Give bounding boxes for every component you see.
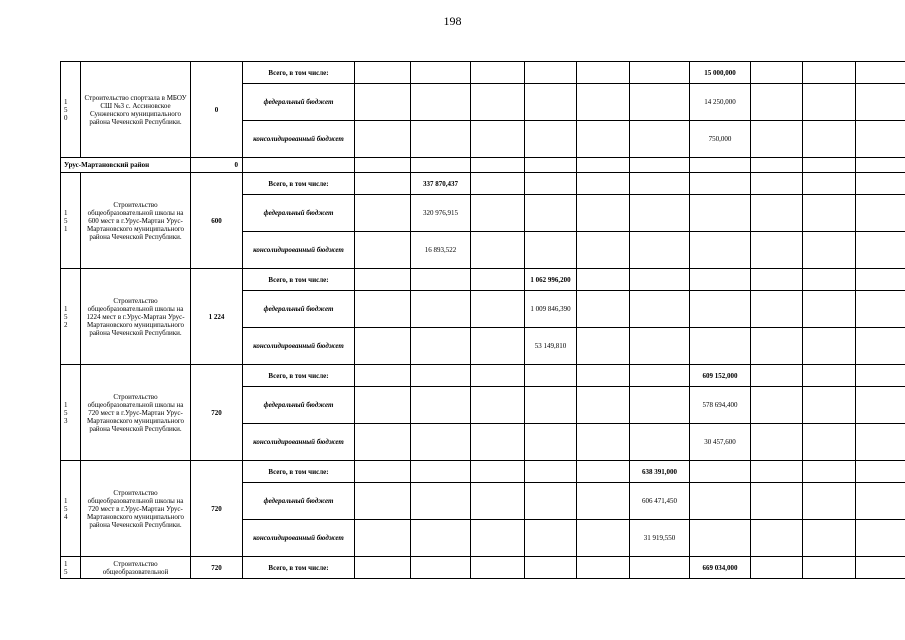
value-cell (471, 121, 525, 158)
total-row (61, 62, 905, 84)
value-cell (751, 269, 803, 291)
value-cell (856, 424, 905, 461)
item-capacity: 0 (191, 62, 243, 158)
funding-label: федеральный бюджет (243, 483, 355, 520)
value-cell (471, 232, 525, 269)
value-cell (525, 387, 577, 424)
value-cell (630, 424, 690, 461)
value-cell (577, 461, 630, 483)
funding-label: консолидированный бюджет (243, 121, 355, 158)
value-cell (577, 557, 630, 579)
value-cell (751, 84, 803, 121)
value-cell (751, 158, 803, 173)
value-cell (411, 424, 471, 461)
value-cell (577, 62, 630, 84)
value-cell (630, 158, 690, 173)
item-number: 1 5 1 (61, 173, 81, 269)
value-cell (630, 195, 690, 232)
funding-label: федеральный бюджет (243, 195, 355, 232)
value-cell (690, 269, 751, 291)
value-cell (751, 387, 803, 424)
item-name: Строительство спортзала в МБОУ СШ №3 с. Ассиновское Сунженского муниципального района Чеченской Республики. (81, 62, 191, 158)
value-cell (690, 195, 751, 232)
item-name: Строительство общеобразовательной школы на 720 мест в г.Урус-Мартан Урус-Мартановского муниципального района Чеченской Республики. (81, 365, 191, 461)
value-cell (411, 365, 471, 387)
value-cell (751, 424, 803, 461)
item-capacity: 1 224 (191, 269, 243, 365)
value-cell (751, 520, 803, 557)
value-cell (525, 461, 577, 483)
value-cell (471, 269, 525, 291)
value-cell: 669 034,000 (690, 557, 751, 579)
item-name: Строительство общеобразовательной (81, 557, 191, 579)
value-cell (690, 173, 751, 195)
value-cell (690, 483, 751, 520)
value-cell (690, 461, 751, 483)
value-cell (411, 291, 471, 328)
total-row (61, 557, 905, 579)
value-cell (690, 291, 751, 328)
value-cell (525, 195, 577, 232)
value-cell: 337 870,437 (411, 173, 471, 195)
value-cell (856, 62, 905, 84)
value-cell (577, 84, 630, 121)
value-cell (471, 424, 525, 461)
value-cell (577, 195, 630, 232)
item-name: Строительство общеобразовательной школы на 600 мест в г.Урус-Мартан Урус-Мартановского муниципального района Чеченской Республики. (81, 173, 191, 269)
value-cell (803, 328, 856, 365)
value-cell (856, 84, 905, 121)
value-cell (751, 232, 803, 269)
value-cell (751, 461, 803, 483)
value-cell (803, 84, 856, 121)
value-cell: 15 000,000 (690, 62, 751, 84)
value-cell (856, 365, 905, 387)
value-cell (856, 291, 905, 328)
value-cell (411, 62, 471, 84)
value-cell (690, 520, 751, 557)
funding-label: консолидированный бюджет (243, 520, 355, 557)
total-row (61, 269, 905, 291)
value-cell: 578 694,400 (690, 387, 751, 424)
value-cell (803, 365, 856, 387)
value-cell (856, 269, 905, 291)
value-cell (355, 121, 411, 158)
item-name: Строительство общеобразовательной школы на 720 мест в г.Урус-Мартан Урус-Мартановского муниципального района Чеченской Республики. (81, 461, 191, 557)
value-cell: 1 009 846,390 (525, 291, 577, 328)
value-cell: 609 152,000 (690, 365, 751, 387)
value-cell (630, 269, 690, 291)
value-cell (471, 461, 525, 483)
value-cell (411, 84, 471, 121)
value-cell (577, 365, 630, 387)
region-name: Урус-Мартановский район (61, 158, 191, 173)
value-cell (471, 62, 525, 84)
value-cell (471, 483, 525, 520)
value-cell (355, 520, 411, 557)
value-cell (525, 84, 577, 121)
value-cell (355, 328, 411, 365)
item-capacity: 600 (191, 173, 243, 269)
value-cell (525, 158, 577, 173)
item-number: 1 5 (61, 557, 81, 579)
value-cell (577, 158, 630, 173)
value-cell (525, 520, 577, 557)
funding-label: Всего, в том числе: (243, 173, 355, 195)
value-cell (690, 328, 751, 365)
value-cell: 14 250,000 (690, 84, 751, 121)
value-cell (803, 424, 856, 461)
value-cell: 16 893,522 (411, 232, 471, 269)
value-cell (577, 520, 630, 557)
value-cell: 320 976,915 (411, 195, 471, 232)
value-cell (577, 328, 630, 365)
value-cell (471, 291, 525, 328)
value-cell (577, 424, 630, 461)
value-cell (856, 121, 905, 158)
value-cell (355, 173, 411, 195)
value-cell (856, 173, 905, 195)
value-cell (751, 328, 803, 365)
value-cell (411, 557, 471, 579)
funding-label: Всего, в том числе: (243, 461, 355, 483)
value-cell (471, 84, 525, 121)
value-cell (630, 232, 690, 269)
item-number: 1 5 4 (61, 461, 81, 557)
value-cell (630, 557, 690, 579)
value-cell (355, 269, 411, 291)
value-cell (856, 520, 905, 557)
value-cell (751, 291, 803, 328)
funding-label: федеральный бюджет (243, 387, 355, 424)
value-cell: 30 457,600 (690, 424, 751, 461)
value-cell (630, 365, 690, 387)
value-cell (803, 557, 856, 579)
budget-table (60, 61, 905, 579)
value-cell (525, 121, 577, 158)
value-cell (471, 328, 525, 365)
region-row (61, 158, 905, 173)
value-cell (577, 121, 630, 158)
item-number: 1 5 0 (61, 62, 81, 158)
value-cell (355, 291, 411, 328)
value-cell (856, 328, 905, 365)
funding-label: федеральный бюджет (243, 84, 355, 121)
value-cell (471, 173, 525, 195)
region-capacity: 0 (191, 158, 243, 173)
value-cell (803, 173, 856, 195)
value-cell (803, 158, 856, 173)
value-cell (577, 291, 630, 328)
value-cell (355, 424, 411, 461)
value-cell (355, 158, 411, 173)
funding-label: Всего, в том числе: (243, 365, 355, 387)
value-cell (856, 232, 905, 269)
funding-label: консолидированный бюджет (243, 328, 355, 365)
funding-label (243, 158, 355, 173)
value-cell (856, 158, 905, 173)
value-cell (525, 173, 577, 195)
value-cell (803, 62, 856, 84)
value-cell: 606 471,450 (630, 483, 690, 520)
value-cell: 31 919,550 (630, 520, 690, 557)
value-cell: 53 149,810 (525, 328, 577, 365)
value-cell (751, 195, 803, 232)
value-cell (803, 461, 856, 483)
funding-label: федеральный бюджет (243, 291, 355, 328)
funding-label: Всего, в том числе: (243, 62, 355, 84)
value-cell (355, 557, 411, 579)
value-cell (690, 158, 751, 173)
value-cell (803, 121, 856, 158)
value-cell (690, 232, 751, 269)
item-number: 1 5 3 (61, 365, 81, 461)
value-cell (803, 483, 856, 520)
value-cell (411, 121, 471, 158)
value-cell (471, 195, 525, 232)
value-cell (856, 387, 905, 424)
value-cell (411, 461, 471, 483)
value-cell (751, 173, 803, 195)
value-cell (471, 387, 525, 424)
value-cell (751, 365, 803, 387)
value-cell (471, 557, 525, 579)
value-cell (630, 84, 690, 121)
total-row (61, 173, 905, 195)
value-cell (355, 365, 411, 387)
value-cell (525, 424, 577, 461)
value-cell (803, 269, 856, 291)
item-capacity: 720 (191, 365, 243, 461)
funding-label: Всего, в том числе: (243, 269, 355, 291)
page-number: 198 (443, 14, 462, 28)
value-cell (355, 483, 411, 520)
value-cell (751, 557, 803, 579)
value-cell (751, 62, 803, 84)
value-cell (630, 62, 690, 84)
value-cell (630, 387, 690, 424)
value-cell (411, 387, 471, 424)
value-cell (577, 173, 630, 195)
value-cell (803, 232, 856, 269)
value-cell (856, 461, 905, 483)
item-number: 1 5 2 (61, 269, 81, 365)
value-cell: 750,000 (690, 121, 751, 158)
value-cell (630, 291, 690, 328)
value-cell (355, 195, 411, 232)
value-cell (471, 520, 525, 557)
value-cell (856, 195, 905, 232)
value-cell (803, 291, 856, 328)
value-cell (411, 520, 471, 557)
item-capacity: 720 (191, 461, 243, 557)
total-row (61, 365, 905, 387)
value-cell (471, 365, 525, 387)
value-cell (355, 387, 411, 424)
value-cell (525, 232, 577, 269)
value-cell: 1 062 996,200 (525, 269, 577, 291)
value-cell (577, 483, 630, 520)
value-cell (525, 365, 577, 387)
value-cell (411, 158, 471, 173)
value-cell (577, 387, 630, 424)
value-cell (803, 520, 856, 557)
value-cell (525, 483, 577, 520)
item-capacity: 720 (191, 557, 243, 579)
value-cell (630, 121, 690, 158)
funding-label: консолидированный бюджет (243, 424, 355, 461)
value-cell (630, 328, 690, 365)
funding-label: Всего, в том числе: (243, 557, 355, 579)
value-cell (355, 461, 411, 483)
item-name: Строительство общеобразовательной школы на 1224 мест в г.Урус-Мартан Урус-Мартановского муниципального района Чеченской Республики. (81, 269, 191, 365)
value-cell (630, 173, 690, 195)
value-cell (803, 387, 856, 424)
value-cell (411, 483, 471, 520)
value-cell: 638 391,000 (630, 461, 690, 483)
value-cell (577, 269, 630, 291)
value-cell (577, 232, 630, 269)
value-cell (751, 483, 803, 520)
value-cell (471, 158, 525, 173)
value-cell (856, 557, 905, 579)
value-cell (355, 84, 411, 121)
value-cell (411, 328, 471, 365)
funding-label: консолидированный бюджет (243, 232, 355, 269)
value-cell (411, 269, 471, 291)
value-cell (525, 62, 577, 84)
value-cell (856, 483, 905, 520)
value-cell (355, 232, 411, 269)
value-cell (355, 62, 411, 84)
value-cell (525, 557, 577, 579)
value-cell (751, 121, 803, 158)
value-cell (803, 195, 856, 232)
total-row (61, 461, 905, 483)
